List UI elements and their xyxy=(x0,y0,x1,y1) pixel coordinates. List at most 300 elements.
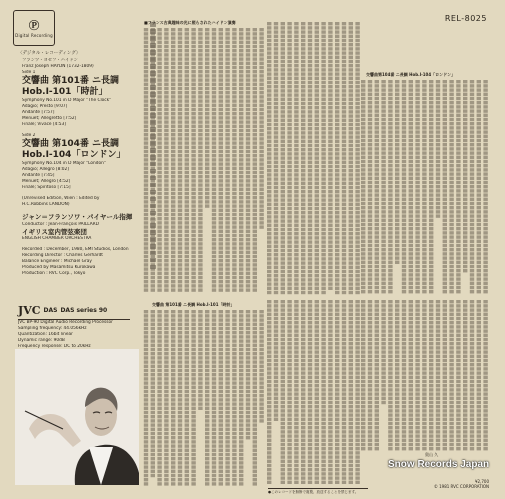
text-glyph-mark xyxy=(198,390,202,393)
text-glyph-mark xyxy=(287,30,291,33)
text-glyph-mark xyxy=(368,376,372,379)
text-glyph-mark xyxy=(328,363,332,366)
text-glyph-mark xyxy=(274,47,278,50)
text-glyph-mark xyxy=(328,148,332,151)
text-glyph-mark xyxy=(178,62,182,65)
text-glyph-mark xyxy=(422,282,426,285)
text-glyph-mark xyxy=(287,376,291,379)
text-glyph-mark xyxy=(409,367,413,370)
text-glyph-mark xyxy=(456,282,460,285)
text-glyph-mark xyxy=(198,104,202,107)
text-glyph-mark xyxy=(443,97,447,100)
text-glyph-mark xyxy=(185,423,189,426)
text-glyph-mark xyxy=(483,219,487,222)
text-glyph-mark xyxy=(239,78,243,81)
text-glyph-mark xyxy=(164,356,168,359)
text-glyph-mark xyxy=(157,318,161,321)
text-glyph-mark xyxy=(449,443,453,446)
text-glyph-mark xyxy=(185,221,189,224)
text-glyph-mark xyxy=(342,397,346,400)
text-glyph-mark xyxy=(409,304,413,307)
text-glyph-mark xyxy=(294,224,298,227)
text-glyph-mark xyxy=(198,246,202,249)
text-glyph-mark xyxy=(294,350,298,353)
text-glyph-mark xyxy=(308,380,312,383)
text-glyph-mark xyxy=(185,318,189,321)
text-glyph-mark xyxy=(477,359,481,362)
text-glyph-mark xyxy=(267,430,271,433)
text-glyph-mark xyxy=(335,359,339,362)
text-glyph-mark xyxy=(185,436,189,439)
text-glyph-mark xyxy=(409,88,413,91)
text-glyph-mark xyxy=(349,47,353,50)
text-glyph-mark xyxy=(144,440,148,443)
text-glyph-mark xyxy=(335,56,339,59)
text-glyph-mark xyxy=(232,188,236,191)
text-glyph-mark xyxy=(232,129,236,132)
text-glyph-mark xyxy=(429,231,433,234)
text-glyph-mark xyxy=(144,310,148,313)
text-glyph-mark xyxy=(315,422,319,425)
text-glyph-mark xyxy=(422,334,426,337)
text-glyph-mark xyxy=(185,158,189,161)
text-glyph-mark xyxy=(185,470,189,473)
text-glyph-mark xyxy=(349,455,353,458)
text-glyph-mark xyxy=(402,164,406,167)
text-glyph-mark xyxy=(239,137,243,140)
das-mark: DAS xyxy=(43,307,58,314)
text-glyph-mark xyxy=(415,265,419,268)
text-glyph-mark xyxy=(429,426,433,429)
text-glyph-mark xyxy=(342,93,346,96)
text-glyph-mark xyxy=(308,22,312,25)
text-glyph-mark xyxy=(388,181,392,184)
text-glyph-mark xyxy=(281,380,285,383)
text-glyph-mark xyxy=(212,57,216,60)
text-glyph-mark xyxy=(381,122,385,125)
text-glyph-mark xyxy=(171,402,175,405)
text-glyph-mark xyxy=(415,177,419,180)
text-glyph-mark xyxy=(164,251,168,254)
text-glyph-mark xyxy=(335,338,339,341)
text-glyph-mark xyxy=(361,105,365,108)
text-glyph-mark xyxy=(388,252,392,255)
text-glyph-mark xyxy=(185,238,189,241)
text-glyph-mark xyxy=(144,259,148,262)
text-glyph-mark xyxy=(267,472,271,475)
text-glyph-mark xyxy=(335,476,339,479)
text-glyph-mark xyxy=(281,261,285,264)
text-glyph-mark xyxy=(443,185,447,188)
text-glyph-mark xyxy=(443,430,447,433)
text-glyph-mark xyxy=(395,261,399,264)
text-glyph-mark xyxy=(294,106,298,109)
text-glyph-mark xyxy=(321,177,325,180)
text-glyph-mark xyxy=(409,256,413,259)
text-glyph-mark xyxy=(232,415,236,418)
text-glyph-mark xyxy=(342,22,346,25)
text-glyph-mark xyxy=(308,56,312,59)
text-glyph-mark xyxy=(368,290,372,293)
text-glyph-mark xyxy=(415,219,419,222)
text-glyph-mark xyxy=(171,129,175,132)
text-glyph-mark xyxy=(198,280,202,283)
text-glyph-mark xyxy=(477,426,481,429)
text-glyph-mark xyxy=(395,193,399,196)
text-glyph-mark xyxy=(212,99,216,102)
text-glyph-mark xyxy=(402,422,406,425)
text-glyph-mark xyxy=(388,426,392,429)
text-glyph-mark xyxy=(308,228,312,231)
text-glyph-mark xyxy=(164,150,168,153)
text-glyph-mark xyxy=(375,350,379,353)
text-glyph-mark xyxy=(151,335,155,338)
text-glyph-mark xyxy=(308,291,312,294)
text-glyph-mark xyxy=(212,87,216,90)
text-glyph-mark xyxy=(144,213,148,216)
text-glyph-mark xyxy=(239,162,243,165)
text-glyph-mark xyxy=(483,147,487,150)
text-glyph-mark xyxy=(274,123,278,126)
text-glyph-mark xyxy=(301,371,305,374)
text-glyph-mark xyxy=(253,62,257,65)
text-glyph-mark xyxy=(239,83,243,86)
text-glyph-mark xyxy=(429,380,433,383)
side2-title: 交響曲 第104番 ニ長調 xyxy=(22,139,120,149)
text-glyph-mark xyxy=(315,481,319,484)
text-glyph-mark xyxy=(274,245,278,248)
text-glyph-mark xyxy=(315,325,319,328)
text-glyph-mark xyxy=(301,338,305,341)
text-glyph-mark xyxy=(178,381,182,384)
text-glyph-mark xyxy=(349,140,353,143)
text-glyph-mark xyxy=(388,409,392,412)
text-glyph-mark xyxy=(328,60,332,63)
text-glyph-mark xyxy=(274,371,278,374)
text-glyph-mark xyxy=(422,350,426,353)
text-glyph-mark xyxy=(301,455,305,458)
text-glyph-mark xyxy=(232,394,236,397)
text-glyph-mark xyxy=(232,183,236,186)
text-glyph-mark xyxy=(287,334,291,337)
text-glyph-mark xyxy=(349,173,353,176)
text-glyph-mark xyxy=(171,141,175,144)
text-glyph-mark xyxy=(185,36,189,39)
text-glyph-mark xyxy=(456,126,460,129)
text-glyph-mark xyxy=(443,261,447,264)
text-glyph-mark xyxy=(253,398,257,401)
text-glyph-mark xyxy=(219,478,223,481)
text-glyph-mark xyxy=(151,288,155,291)
text-glyph-mark xyxy=(368,422,372,425)
text-glyph-mark xyxy=(381,135,385,138)
text-glyph-mark xyxy=(409,248,413,251)
text-glyph-mark xyxy=(477,338,481,341)
text-glyph-mark xyxy=(151,200,155,203)
text-glyph-mark xyxy=(301,355,305,358)
text-glyph-mark xyxy=(436,122,440,125)
text-glyph-mark xyxy=(157,221,161,224)
text-glyph-mark xyxy=(342,313,346,316)
text-glyph-mark xyxy=(415,317,419,320)
text-glyph-mark xyxy=(178,196,182,199)
text-glyph-mark xyxy=(157,339,161,342)
text-glyph-mark xyxy=(328,439,332,442)
text-glyph-mark xyxy=(443,80,447,83)
text-glyph-mark xyxy=(274,304,278,307)
text-glyph-mark xyxy=(355,39,359,42)
text-glyph-mark xyxy=(267,371,271,374)
text-glyph-mark xyxy=(335,81,339,84)
text-glyph-mark xyxy=(294,257,298,260)
text-glyph-mark xyxy=(422,376,426,379)
text-glyph-mark xyxy=(151,78,155,81)
text-glyph-mark xyxy=(463,130,467,133)
text-glyph-mark xyxy=(456,256,460,259)
text-glyph-mark xyxy=(342,325,346,328)
text-glyph-mark xyxy=(232,444,236,447)
text-glyph-mark xyxy=(388,439,392,442)
text-glyph-mark xyxy=(342,161,346,164)
text-glyph-mark xyxy=(239,272,243,275)
text-glyph-mark xyxy=(342,443,346,446)
text-glyph-mark xyxy=(349,266,353,269)
text-glyph-mark xyxy=(294,409,298,412)
text-glyph-mark xyxy=(395,413,399,416)
text-glyph-mark xyxy=(294,152,298,155)
text-glyph-mark xyxy=(470,405,474,408)
text-glyph-mark xyxy=(157,49,161,52)
text-glyph-mark xyxy=(253,352,257,355)
text-glyph-mark xyxy=(361,273,365,276)
text-glyph-mark xyxy=(422,346,426,349)
text-glyph-mark xyxy=(259,360,263,363)
text-glyph-mark xyxy=(361,210,365,213)
text-glyph-mark xyxy=(144,188,148,191)
text-glyph-mark xyxy=(212,146,216,149)
text-glyph-mark xyxy=(191,352,195,355)
text-glyph-mark xyxy=(301,334,305,337)
text-glyph-mark xyxy=(281,455,285,458)
text-glyph-mark xyxy=(225,137,229,140)
text-glyph-mark xyxy=(381,252,385,255)
text-glyph-mark xyxy=(144,327,148,330)
text-glyph-mark xyxy=(253,449,257,452)
text-glyph-mark xyxy=(321,232,325,235)
text-glyph-mark xyxy=(185,217,189,220)
text-glyph-mark xyxy=(191,141,195,144)
text-glyph-mark xyxy=(456,325,460,328)
text-glyph-mark xyxy=(388,371,392,374)
text-glyph-mark xyxy=(191,57,195,60)
text-glyph-mark xyxy=(151,246,155,249)
text-glyph-mark xyxy=(219,99,223,102)
text-glyph-mark xyxy=(456,443,460,446)
text-glyph-mark xyxy=(409,164,413,167)
text-glyph-mark xyxy=(144,183,148,186)
text-glyph-mark xyxy=(422,252,426,255)
text-glyph-mark xyxy=(335,397,339,400)
text-glyph-mark xyxy=(443,210,447,213)
text-glyph-mark xyxy=(185,209,189,212)
jvc-spec: Quantization: 16bit linear xyxy=(18,332,73,337)
text-glyph-mark xyxy=(225,339,229,342)
text-glyph-mark xyxy=(349,363,353,366)
text-glyph-mark xyxy=(191,318,195,321)
text-glyph-mark xyxy=(232,196,236,199)
text-glyph-mark xyxy=(301,304,305,307)
text-glyph-mark xyxy=(315,93,319,96)
text-glyph-mark xyxy=(253,461,257,464)
text-glyph-mark xyxy=(225,457,229,460)
text-glyph-mark xyxy=(381,346,385,349)
text-glyph-mark xyxy=(239,394,243,397)
text-glyph-mark xyxy=(151,137,155,140)
text-glyph-mark xyxy=(239,213,243,216)
text-glyph-mark xyxy=(342,355,346,358)
text-glyph-mark xyxy=(368,321,372,324)
text-glyph-mark xyxy=(246,213,250,216)
text-glyph-mark xyxy=(151,327,155,330)
text-glyph-mark xyxy=(328,123,332,126)
text-glyph-mark xyxy=(151,158,155,161)
text-glyph-mark xyxy=(381,261,385,264)
text-glyph-mark xyxy=(422,164,426,167)
text-glyph-mark xyxy=(185,183,189,186)
text-glyph-mark xyxy=(361,214,365,217)
text-glyph-mark xyxy=(463,135,467,138)
text-glyph-mark xyxy=(335,110,339,113)
text-glyph-mark xyxy=(328,249,332,252)
text-glyph-mark xyxy=(388,447,392,450)
text-glyph-mark xyxy=(267,439,271,442)
text-glyph-mark xyxy=(171,95,175,98)
text-glyph-mark xyxy=(294,278,298,281)
text-glyph-mark xyxy=(470,202,474,205)
text-glyph-mark xyxy=(239,209,243,212)
text-glyph-mark xyxy=(232,482,236,485)
text-glyph-mark xyxy=(342,270,346,273)
text-glyph-mark xyxy=(301,325,305,328)
text-glyph-mark xyxy=(422,397,426,400)
text-glyph-mark xyxy=(171,373,175,376)
text-glyph-mark xyxy=(205,440,209,443)
text-glyph-mark xyxy=(212,335,216,338)
text-glyph-mark xyxy=(212,331,216,334)
text-glyph-mark xyxy=(429,376,433,379)
text-glyph-mark xyxy=(171,45,175,48)
text-glyph-mark xyxy=(178,87,182,90)
text-glyph-mark xyxy=(191,470,195,473)
text-glyph-mark xyxy=(151,457,155,460)
text-glyph-mark xyxy=(395,338,399,341)
text-glyph-mark xyxy=(267,418,271,421)
text-glyph-mark xyxy=(151,407,155,410)
text-glyph-mark xyxy=(361,177,365,180)
text-glyph-mark xyxy=(164,192,168,195)
text-glyph-mark xyxy=(225,288,229,291)
text-glyph-mark xyxy=(381,392,385,395)
text-glyph-mark xyxy=(253,45,257,48)
text-glyph-mark xyxy=(239,444,243,447)
text-glyph-mark xyxy=(164,428,168,431)
text-glyph-mark xyxy=(463,392,467,395)
text-glyph-mark xyxy=(375,88,379,91)
text-glyph-mark xyxy=(429,409,433,412)
text-glyph-mark xyxy=(308,321,312,324)
text-glyph-mark xyxy=(395,109,399,112)
text-glyph-mark xyxy=(232,407,236,410)
text-glyph-mark xyxy=(267,329,271,332)
text-glyph-mark xyxy=(463,168,467,171)
text-glyph-mark xyxy=(185,284,189,287)
text-glyph-mark xyxy=(164,419,168,422)
text-glyph-mark xyxy=(212,453,216,456)
text-glyph-mark xyxy=(375,397,379,400)
text-glyph-mark xyxy=(449,384,453,387)
text-glyph-mark xyxy=(328,455,332,458)
text-glyph-mark xyxy=(274,56,278,59)
text-glyph-mark xyxy=(164,104,168,107)
text-glyph-mark xyxy=(463,185,467,188)
text-glyph-mark xyxy=(267,30,271,33)
text-glyph-mark xyxy=(315,131,319,134)
text-glyph-mark xyxy=(335,131,339,134)
text-glyph-mark xyxy=(259,74,263,77)
text-glyph-mark xyxy=(171,267,175,270)
text-glyph-mark xyxy=(253,323,257,326)
text-glyph-mark xyxy=(415,426,419,429)
text-glyph-mark xyxy=(294,270,298,273)
text-glyph-mark xyxy=(308,451,312,454)
text-glyph-mark xyxy=(395,164,399,167)
text-glyph-mark xyxy=(483,227,487,230)
text-glyph-mark xyxy=(349,106,353,109)
text-glyph-mark xyxy=(253,137,257,140)
text-glyph-mark xyxy=(429,338,433,341)
text-glyph-mark xyxy=(335,313,339,316)
text-glyph-mark xyxy=(328,401,332,404)
text-glyph-mark xyxy=(198,125,202,128)
text-glyph-mark xyxy=(321,376,325,379)
text-glyph-mark xyxy=(355,198,359,201)
text-glyph-mark xyxy=(355,211,359,214)
text-glyph-mark xyxy=(281,198,285,201)
text-glyph-mark xyxy=(178,394,182,397)
text-glyph-mark xyxy=(415,240,419,243)
text-glyph-mark xyxy=(171,411,175,414)
text-glyph-mark xyxy=(395,447,399,450)
text-glyph-mark xyxy=(375,101,379,104)
text-glyph-mark xyxy=(171,310,175,313)
text-glyph-mark xyxy=(342,422,346,425)
text-glyph-mark xyxy=(315,215,319,218)
text-glyph-mark xyxy=(443,317,447,320)
text-glyph-mark xyxy=(191,419,195,422)
text-glyph-mark xyxy=(470,252,474,255)
text-glyph-mark xyxy=(246,230,250,233)
text-glyph-mark xyxy=(422,321,426,324)
text-glyph-mark xyxy=(483,114,487,117)
text-glyph-mark xyxy=(267,114,271,117)
text-glyph-mark xyxy=(144,360,148,363)
text-glyph-mark xyxy=(388,177,392,180)
text-glyph-mark xyxy=(368,189,372,192)
text-glyph-mark xyxy=(388,143,392,146)
text-glyph-mark xyxy=(483,206,487,209)
text-glyph-mark xyxy=(246,36,250,39)
text-glyph-mark xyxy=(225,331,229,334)
